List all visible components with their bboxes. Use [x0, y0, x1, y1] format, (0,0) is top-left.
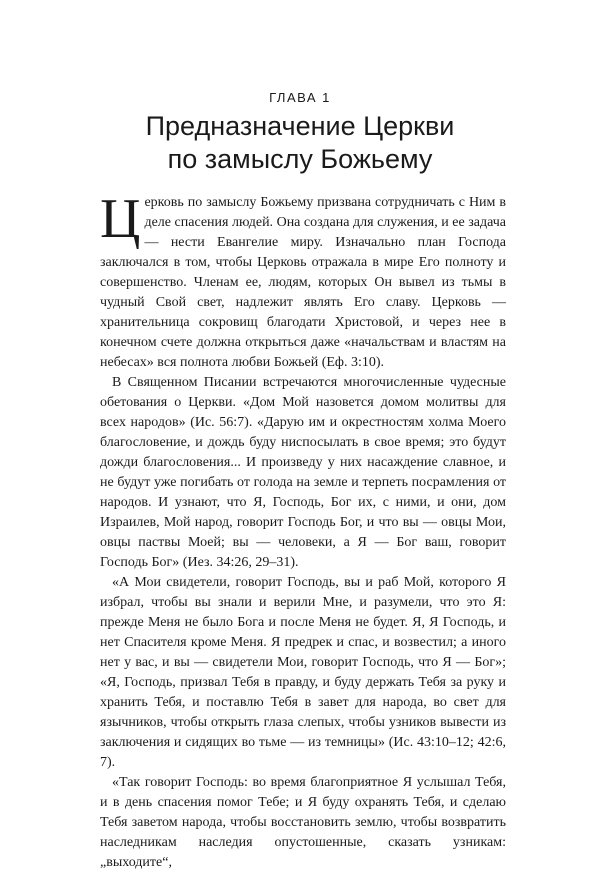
chapter-title-line-2: по замыслу Божьему	[167, 144, 433, 174]
paragraph-1	[100, 188, 506, 373]
chapter-label: ГЛАВА 1	[269, 90, 331, 105]
chapter-title	[0, 110, 600, 176]
chapter-title-line-1: Предназначение Церкви	[145, 111, 455, 141]
paragraph-2: В Священном Писании встречаются многочисленные чудесные обетования о Церкви. «Дом Мой назовется домом молитвы для всех народов» (Ис. 56:7). «Дарую им и окрестностям холма Моего благословение, и дождь буду ниспосылать в свое время; это будут дожди благословения... И произведу у них насаждение славное, и не будут уже погибать от голода на земле и терпеть посрамления от народов. И узнают, что Я, Господь, Бог их, с ними, и они, дом Израилев, Мой народ, говорит Господь Бог, и что вы — овцы Мои, овцы паствы Моей; вы — человеки, а Я — Бог ваш, говорит Господь Бог» (Иез. 34:26, 29–31).	[100, 375, 506, 570]
paragraph-4: «Так говорит Господь: во время благоприятное Я услышал Тебя, и в день спасения помог Тебе; и Я буду охранять Тебя, и сделаю Тебя заветом народа, чтобы восстановить землю, чтобы возвратить наследникам наследия опустошенные, сказать узникам: „выходите“,	[100, 775, 506, 870]
body-text	[100, 188, 506, 873]
paragraph-3: «А Мои свидетели, говорит Господь, вы и раб Мой, которого Я избрал, чтобы вы знали и верили Мне, и разумели, что это Я: прежде Меня не было Бога и после Меня не будет. Я, Я Господь, и нет Спасителя кроме Меня. Я предрек и спас, и возвестил; а иного нет у вас, и вы — свидетели Мои, говорит Господь, что Я — Бог»; «Я, Господь, призвал Тебя в правду, и буду держать Тебя за руку и хранить Тебя, и поставлю Тебя в завет для народа, во свет для язычников, чтобы открыть глаза слепых, чтобы узников вывести из заключения и сидящих во тьме — из темницы» (Ис. 43:10–12; 42:6, 7).	[100, 575, 506, 770]
paragraph-1-text: ерковь по замыслу Божьему призвана сотрудничать с Ним в деле спасения людей. Она создана для служения, и ее задача — нести Евангелие миру. Изначально план Господа заключался в том, чтобы Церковь отражала в мире Его полноту и совершенство. Членам ее, людям, которых Он вывел из тьмы в чудный Свой свет, надлежит являть Его славу. Церковь — хранительница сокровищ благодати Христовой, и через нее в конечном счете должна открыться даже «начальствам и властям на небесах» вся полнота любви Божьей (Еф. 3:10).	[100, 195, 506, 370]
drop-cap: Ц	[100, 188, 141, 250]
